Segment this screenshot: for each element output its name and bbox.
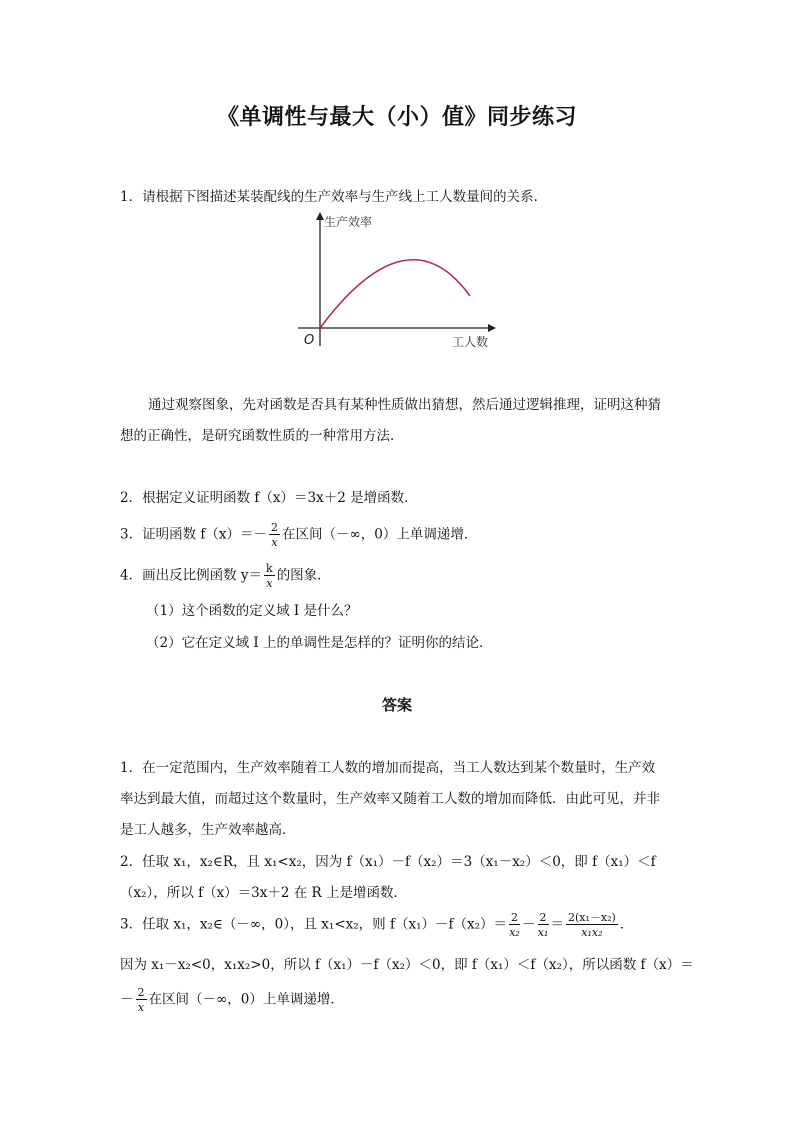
answer-3-line-2: 因为 x₁－x₂<0，x₁x₂>0，所以 f（x₁）－f（x₂）＜0，即 f（x₁）＜f（x₂），所以函数 f（x）＝ xyxy=(120,957,694,973)
x-axis-label: 工人数 xyxy=(452,335,489,349)
answer-1-line-1: 1．在一定范围内，生产效率随着工人数的增加而提高，当工人数达到某个数量时，生产效 xyxy=(120,760,656,776)
efficiency-curve xyxy=(320,260,470,328)
answer-3-line-3: － $\frac{2}{x}$ 在区间（－∞，0）上单调递增． xyxy=(120,986,344,1014)
fraction: $\frac{2}{\text{x₁}}$ xyxy=(537,911,549,939)
question-2: 2．根据定义证明函数 f（x）＝3x＋2 是增函数． xyxy=(120,490,418,506)
x-axis-arrow-icon xyxy=(488,324,496,332)
answer-2-line-1: 2．任取 x₁，x₂∈R，且 x₁<x₂，因为 f（x₁）－f（x₂）＝3（x₁－x₂）＜0，即 f（x₁）＜f xyxy=(120,854,656,870)
origin-label: O xyxy=(304,333,315,348)
question-3-text: 3．证明函数 f（x）＝－ xyxy=(120,526,267,543)
method-paragraph-line-2: 想的正确性，是研究函数性质的一种常用方法． xyxy=(120,428,404,444)
document-title: 《单调性与最大（小）值》同步练习 xyxy=(216,104,577,130)
answer-heading: 答案 xyxy=(381,696,412,714)
answer-1-line-2: 率达到最大值，而超过这个数量时，生产效率又随着工人数的增加而降低．由此可见，并非 xyxy=(120,791,660,807)
question-3 xyxy=(120,522,477,548)
question-4 xyxy=(120,563,331,589)
question-1: 1．请根据下图描述某装配线的生产效率与生产线上工人数量间的关系． xyxy=(120,189,548,205)
question-4-part-2: （2）它在定义域 I 上的单调性是怎样的？证明你的结论． xyxy=(146,635,493,651)
y-axis-label: 生产效率 xyxy=(324,215,373,229)
answer-3-text: 3．任取 x₁，x₂∈（－∞，0），且 x₁<x₂，则 f（x₁）－f（x₂）＝ xyxy=(120,916,507,933)
production-efficiency-graph xyxy=(290,208,510,353)
question-4-part-1: （1）这个函数的定义域 I 是什么？ xyxy=(146,603,358,619)
method-paragraph-line-1: 通过观察图象，先对函数是否具有某种性质做出猜想，然后通过逻辑推理，证明这种猜 xyxy=(148,397,661,413)
fraction: $\frac{\text{2(x₁－x₂)}}{\text{x₁x₂}}$ xyxy=(568,911,616,939)
answer-2-line-2: （x₂），所以 f（x）＝3x＋2 在 R 上是增函数． xyxy=(120,885,408,901)
y-axis-arrow-icon xyxy=(316,212,324,220)
answer-3-line-1: 3．任取 x₁，x₂∈（－∞，0），且 x₁<x₂，则 f（x₁）－f（x₂）＝ $\frac{2}{\text{x₂}}$ － $\frac{2}{\text{x₁}}$ ＝ $\frac{\text{2(x₁－x₂)}}{\text{x₁x₂}}$ ． xyxy=(120,911,634,939)
answer-1-line-3: 是工人越多，生产效率越高． xyxy=(120,822,296,838)
question-4-text: 4．画出反比例函数 y＝ xyxy=(120,567,263,584)
fraction: $\frac{k}{x}$ xyxy=(266,562,273,590)
fraction: $\frac{2}{x}$ xyxy=(271,521,278,549)
question-3-tail: 在区间（－∞，0）上单调递增． xyxy=(282,526,478,543)
fraction: $\frac{2}{x}$ xyxy=(137,986,145,1014)
question-4-tail: 的图象． xyxy=(276,567,331,584)
fraction: $\frac{2}{\text{x₂}}$ xyxy=(509,911,520,939)
